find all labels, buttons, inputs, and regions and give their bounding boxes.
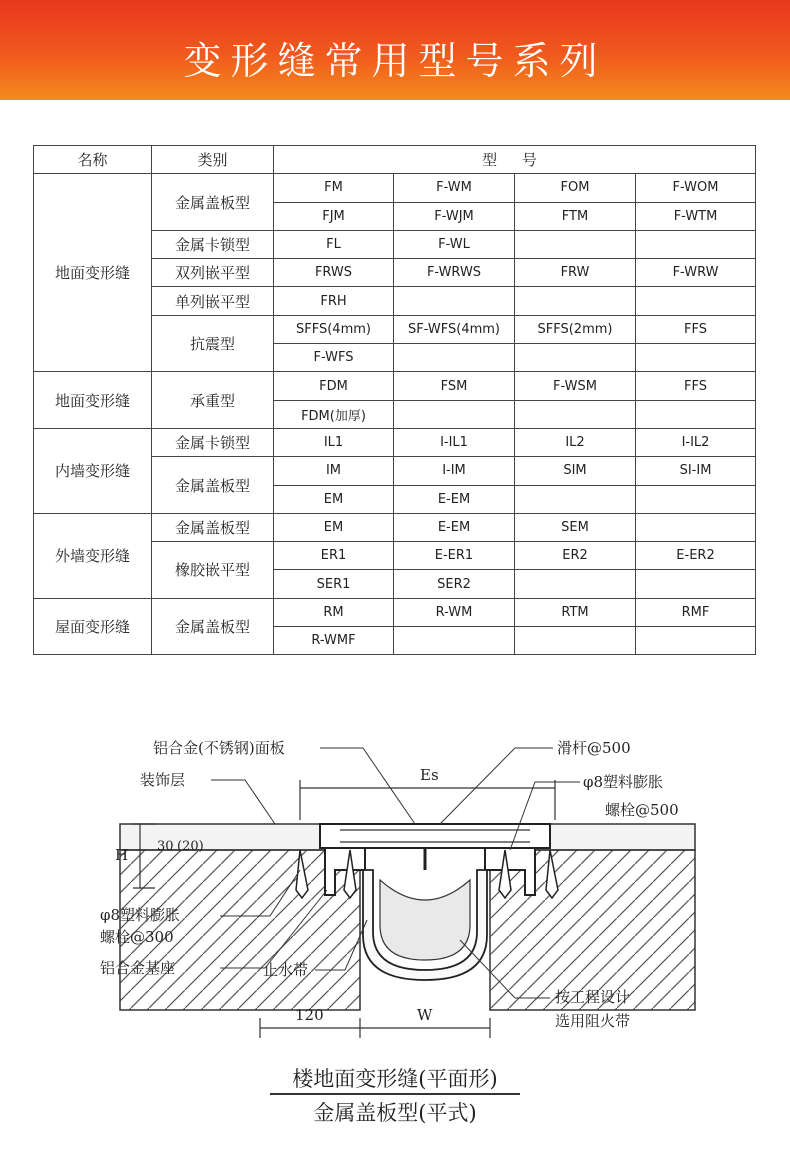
row-name: 屋面变形缝 xyxy=(34,598,152,655)
label-panel: 铝合金(不锈钢)面板 xyxy=(153,739,285,757)
label-120: 120 xyxy=(295,1006,324,1024)
model-cell xyxy=(515,287,636,315)
row-category: 金属卡锁型 xyxy=(152,230,274,258)
row-name: 地面变形缝 xyxy=(34,372,152,429)
page-title: 变形缝常用型号系列 xyxy=(183,39,607,83)
model-cell xyxy=(515,627,636,655)
table-row xyxy=(34,174,756,202)
model-cell: FRWS xyxy=(274,259,394,287)
model-cell xyxy=(636,485,756,513)
model-cell: F-WRW xyxy=(636,259,756,287)
model-cell: SI-IM xyxy=(636,457,756,485)
model-cell: E-EM xyxy=(394,513,515,541)
model-cell xyxy=(515,570,636,598)
model-cell xyxy=(636,344,756,372)
header-name: 名称 xyxy=(34,146,152,174)
model-cell xyxy=(636,400,756,428)
model-cell: FRW xyxy=(515,259,636,287)
model-cell: FFS xyxy=(636,372,756,400)
row-category: 抗震型 xyxy=(152,315,274,372)
model-cell xyxy=(515,230,636,258)
model-cell: F-WFS xyxy=(274,344,394,372)
model-cell xyxy=(394,287,515,315)
model-cell: F-WRWS xyxy=(394,259,515,287)
label-decor: 装饰层 xyxy=(140,771,186,789)
model-cell xyxy=(394,400,515,428)
decor-layer-right xyxy=(535,824,695,850)
label-bolt-top-1: φ8塑料膨胀 xyxy=(583,773,664,791)
model-cell: FFS xyxy=(636,315,756,343)
model-cell: SER1 xyxy=(274,570,394,598)
model-cell: R-WMF xyxy=(274,627,394,655)
model-cell: RTM xyxy=(515,598,636,626)
model-cell xyxy=(394,344,515,372)
label-20: (20) xyxy=(177,839,204,854)
model-cell: SFFS(2mm) xyxy=(515,315,636,343)
model-cell: F-WM xyxy=(394,174,515,202)
model-cell: RMF xyxy=(636,598,756,626)
model-cell xyxy=(636,230,756,258)
row-name: 地面变形缝 xyxy=(34,174,152,372)
model-cell: E-EM xyxy=(394,485,515,513)
model-cell: I-IL1 xyxy=(394,428,515,456)
model-cell: IL1 xyxy=(274,428,394,456)
row-category: 单列嵌平型 xyxy=(152,287,274,315)
model-table xyxy=(33,145,756,655)
row-category: 橡胶嵌平型 xyxy=(152,542,274,599)
dim-es xyxy=(300,780,555,820)
model-cell: E-ER1 xyxy=(394,542,515,570)
leader-decor xyxy=(211,780,275,824)
label-bolt-left-2: 螺栓@300 xyxy=(100,928,174,946)
model-cell: FJM xyxy=(274,202,394,230)
model-cell: E-ER2 xyxy=(636,542,756,570)
row-name: 外墙变形缝 xyxy=(34,513,152,598)
model-cell: FL xyxy=(274,230,394,258)
model-cell: EM xyxy=(274,513,394,541)
table-row xyxy=(34,428,756,456)
label-es: Es xyxy=(420,766,439,784)
model-cell: R-WM xyxy=(394,598,515,626)
model-cell xyxy=(636,627,756,655)
model-cell: ER2 xyxy=(515,542,636,570)
row-category: 金属盖板型 xyxy=(152,513,274,541)
label-waterstop: 止水带 xyxy=(263,961,309,979)
model-cell xyxy=(515,485,636,513)
table-row xyxy=(34,372,756,400)
label-base: 铝合金基座 xyxy=(100,959,176,977)
model-cell: IM xyxy=(274,457,394,485)
table-header-row xyxy=(34,146,756,174)
model-cell: SEM xyxy=(515,513,636,541)
model-cell: ER1 xyxy=(274,542,394,570)
header-category: 类别 xyxy=(152,146,274,174)
label-w: W xyxy=(417,1006,433,1024)
fire-strip xyxy=(380,880,470,960)
caption-line-2: 金属盖板型(平式) xyxy=(313,1101,477,1125)
model-cell xyxy=(515,344,636,372)
model-cell: FRH xyxy=(274,287,394,315)
model-cell: F-WTM xyxy=(636,202,756,230)
row-category: 金属卡锁型 xyxy=(152,428,274,456)
decor-layer-left xyxy=(120,824,325,850)
slab-right xyxy=(490,850,695,1010)
model-cell: F-WJM xyxy=(394,202,515,230)
model-cell: FSM xyxy=(394,372,515,400)
model-cell: F-WOM xyxy=(636,174,756,202)
row-name: 内墙变形缝 xyxy=(34,428,152,513)
label-slide: 滑杆@500 xyxy=(557,739,631,757)
model-cell: I-IL2 xyxy=(636,428,756,456)
row-category: 金属盖板型 xyxy=(152,457,274,514)
row-category: 承重型 xyxy=(152,372,274,429)
model-cell: SIM xyxy=(515,457,636,485)
model-cell: F-WSM xyxy=(515,372,636,400)
model-cell: RM xyxy=(274,598,394,626)
model-cell: FDM(加厚) xyxy=(274,400,394,428)
model-cell: FM xyxy=(274,174,394,202)
model-cell xyxy=(636,287,756,315)
model-cell xyxy=(515,400,636,428)
label-30: 30 xyxy=(157,839,174,854)
leader-panel xyxy=(320,748,415,824)
row-category: 金属盖板型 xyxy=(152,174,274,231)
label-fire-1: 按工程设计 xyxy=(555,988,631,1006)
model-cell: FOM xyxy=(515,174,636,202)
label-bolt-top-2: 螺栓@500 xyxy=(605,801,679,819)
caption-line-1: 楼地面变形缝(平面形) xyxy=(292,1067,498,1091)
table-row xyxy=(34,513,756,541)
label-h: H xyxy=(115,846,129,864)
leader-slide xyxy=(440,748,553,824)
model-cell xyxy=(636,513,756,541)
table-row xyxy=(34,598,756,626)
row-category: 双列嵌平型 xyxy=(152,259,274,287)
header-model: 型 号 xyxy=(274,146,756,174)
model-cell: SFFS(4mm) xyxy=(274,315,394,343)
model-cell: EM xyxy=(274,485,394,513)
caption-divider xyxy=(270,1093,520,1095)
label-fire-2: 选用阻火带 xyxy=(555,1012,631,1030)
label-bolt-left-1: φ8塑料膨胀 xyxy=(100,906,181,924)
model-cell: SF-WFS(4mm) xyxy=(394,315,515,343)
model-cell xyxy=(394,627,515,655)
model-cell: SER2 xyxy=(394,570,515,598)
model-cell xyxy=(636,570,756,598)
model-cell: F-WL xyxy=(394,230,515,258)
row-category: 金属盖板型 xyxy=(152,598,274,655)
model-cell: FDM xyxy=(274,372,394,400)
model-cell: IL2 xyxy=(515,428,636,456)
model-cell: FTM xyxy=(515,202,636,230)
model-cell: I-IM xyxy=(394,457,515,485)
